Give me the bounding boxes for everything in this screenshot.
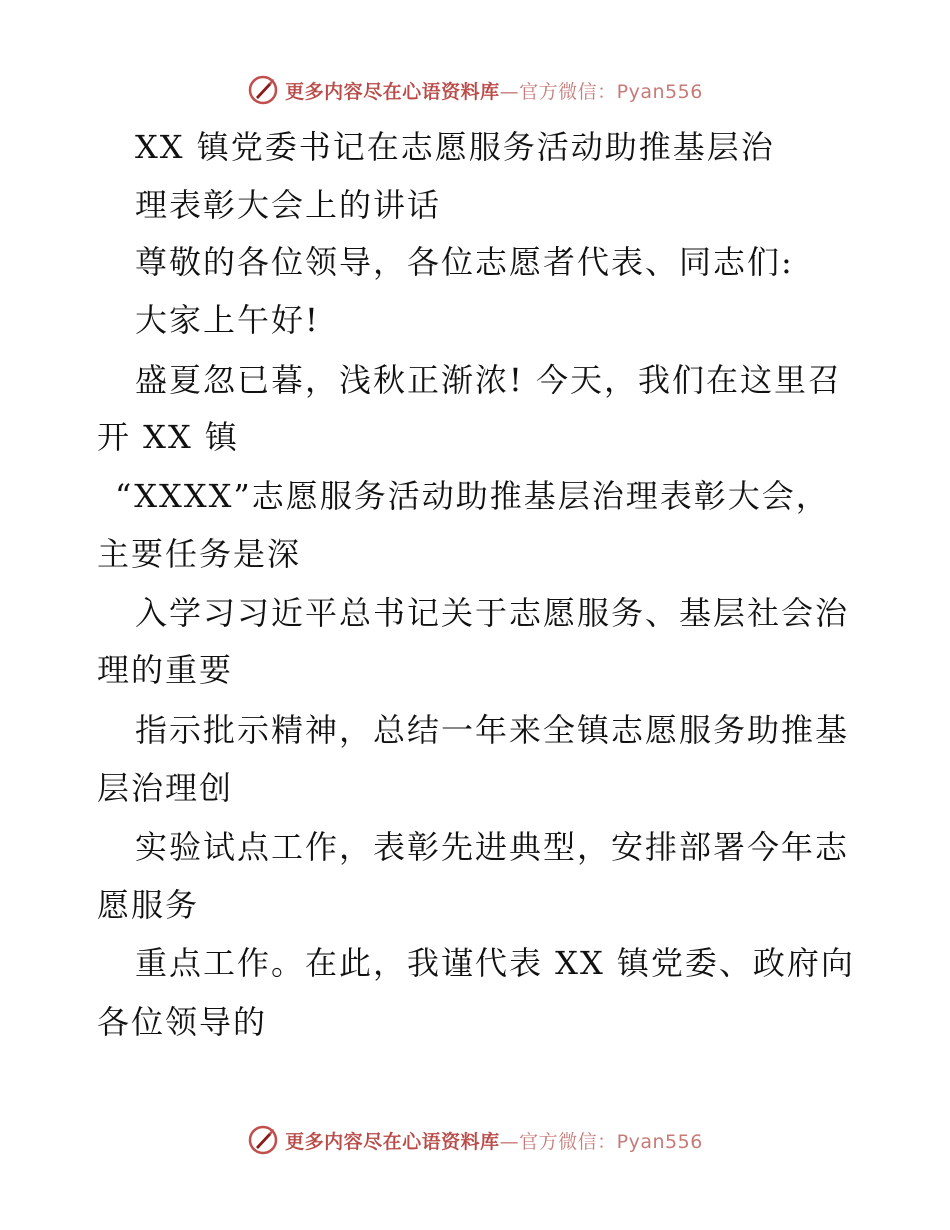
paragraph-line: 指示批示精神，总结一年来全镇志愿服务助推基	[135, 711, 850, 749]
quill-pen-logo-icon	[247, 74, 279, 106]
paragraph-line: 各位领导的	[97, 1003, 268, 1041]
title-line-2: 理表彰大会上的讲话	[135, 186, 442, 224]
header-watermark	[0, 70, 950, 110]
watermark-text: 更多内容尽在心语资料库—官方微信：Pyan556	[285, 80, 703, 103]
paragraph-line: 实验试点工作，表彰先进典型，安排部署今年志	[135, 828, 850, 866]
footer-watermark	[0, 1120, 950, 1160]
paragraph-line: 主要任务是深	[97, 535, 302, 573]
salutation-line: 尊敬的各位领导，各位志愿者代表、同志们:	[135, 243, 794, 281]
title-line-1: XX 镇党委书记在志愿服务活动助推基层治	[135, 128, 775, 166]
paragraph-line: 层治理创	[97, 769, 234, 807]
paragraph-line: 愿服务	[97, 886, 200, 924]
watermark-text: 更多内容尽在心语资料库—官方微信：Pyan556	[285, 1130, 703, 1153]
greeting-line: 大家上午好!	[135, 301, 320, 339]
paragraph-line: 盛夏忽已暮，浅秋正渐浓! 今天，我们在这里召	[135, 361, 843, 399]
paragraph-line: 入学习习近平总书记关于志愿服务、基层社会治	[135, 594, 850, 632]
paragraph-line: 开 XX 镇	[97, 418, 239, 456]
paragraph-line: 理的重要	[97, 651, 234, 689]
quill-pen-logo-icon	[247, 1124, 279, 1156]
paragraph-line: “XXXX”志愿服务活动助推基层治理表彰大会，	[115, 477, 830, 515]
paragraph-line: 重点工作。在此，我谨代表 XX 镇党委、政府向	[135, 944, 855, 982]
